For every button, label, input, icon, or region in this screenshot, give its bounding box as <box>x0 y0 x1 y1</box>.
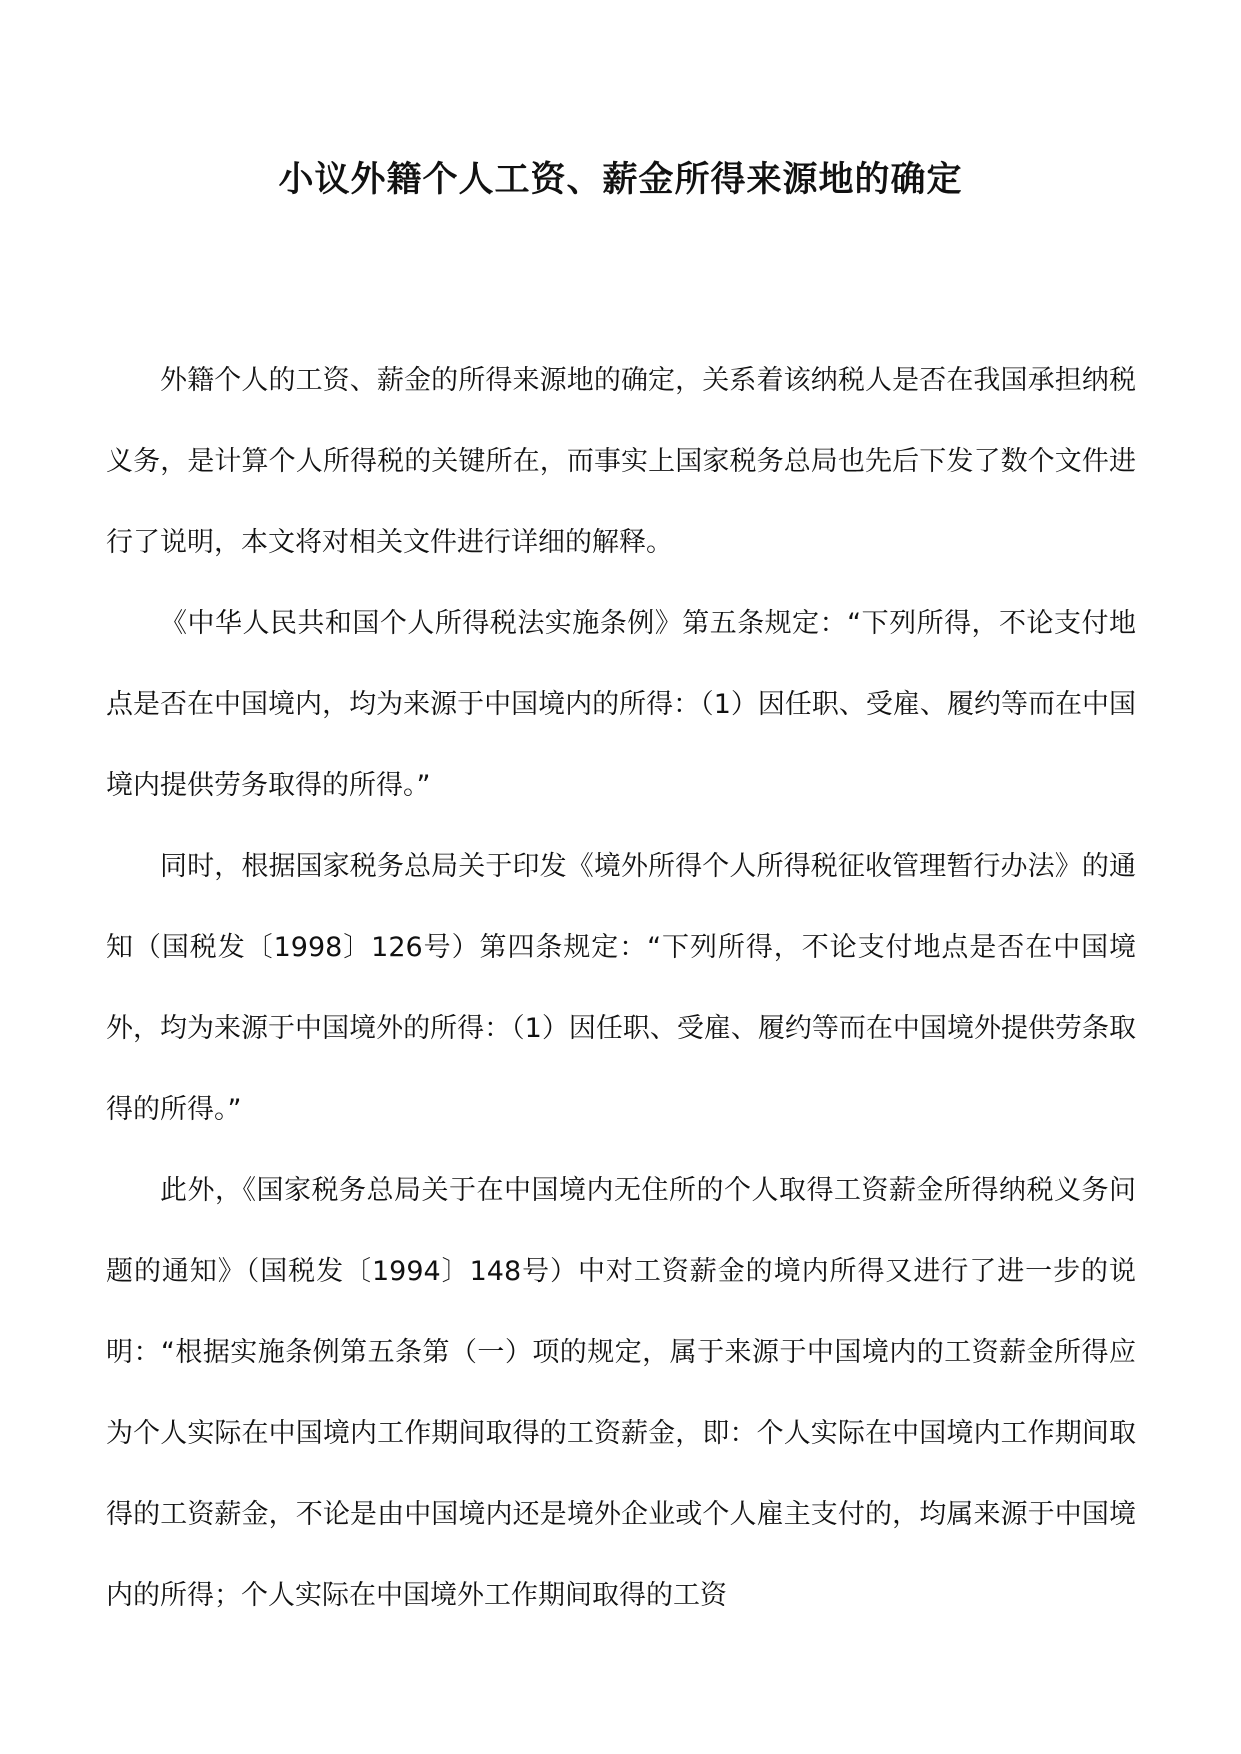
paragraph-foreign-income-measures: 同时，根据国家税务总局关于印发《境外所得个人所得税征收管理暂行办法》的通知（国税发〔1998〕126号）第四条规定：“下列所得，不论支付地点是否在中国境外，均为来源于中国境外的所得：（1）因任职、受雇、履约等而在中国境外提供劳条取得的所得。” <box>106 851 1136 1125</box>
document-title: 小议外籍个人工资、薪金所得来源地的确定 <box>278 159 963 200</box>
paragraph-notice-1994-148: 此外，《国家税务总局关于在中国境内无住所的个人取得工资薪金所得纳税义务问题的通知》（国税发〔1994〕148号）中对工资薪金的境内所得又进行了进一步的说明：“根据实施条例第五条第（一）项的规定，属于来源于中国境内的工资薪金所得应为个人实际在中国境内工作期间取得的工资薪金，即：个人实际在中国境内工作期间取得的工资薪金，不论是由中国境内还是境外企业或个人雇主支付的，均属来源于中国境内的所得；个人实际在中国境外工作期间取得的工资 <box>106 1175 1136 1611</box>
paragraph-intro: 外籍个人的工资、薪金的所得来源地的确定，关系着该纳税人是否在我国承担纳税义务，是计算个人所得税的关键所在，而事实上国家税务总局也先后下发了数个文件进行了说明，本文将对相关文件进行详细的解释。 <box>106 365 1136 558</box>
document-body <box>106 340 1136 1636</box>
paragraph-regulation-article-5: 《中华人民共和国个人所得税法实施条例》第五条规定：“下列所得，不论支付地点是否在中国境内，均为来源于中国境内的所得：（1）因任职、受雇、履约等而在中国境内提供劳务取得的所得。” <box>106 608 1136 801</box>
